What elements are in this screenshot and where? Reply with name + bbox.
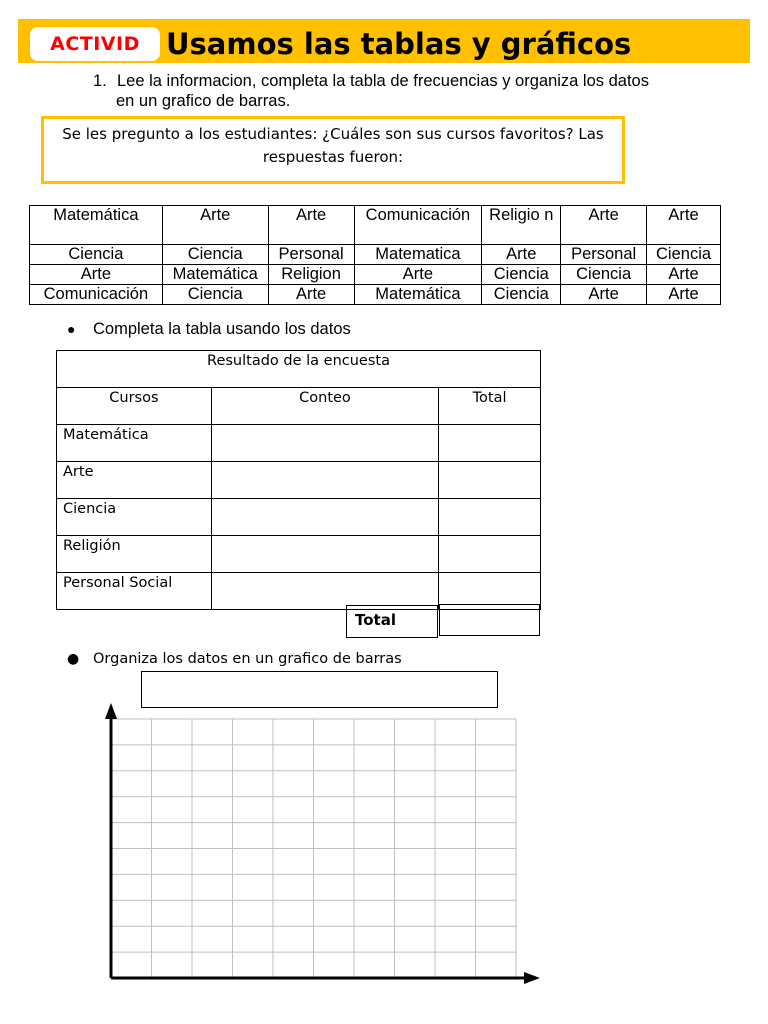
response-cell: Matematica bbox=[354, 245, 482, 265]
conteo-cell[interactable] bbox=[211, 536, 438, 573]
total-cell[interactable] bbox=[439, 425, 541, 462]
course-name: Ciencia bbox=[57, 499, 212, 536]
total-cell[interactable] bbox=[439, 499, 541, 536]
total-value-cell[interactable] bbox=[439, 604, 540, 636]
response-cell: Matemática bbox=[162, 265, 268, 285]
page-title: Usamos las tablas y gráficos bbox=[166, 27, 632, 61]
results-table bbox=[56, 350, 541, 610]
response-cell: Comunicación bbox=[354, 206, 482, 245]
responses-row bbox=[30, 206, 721, 245]
response-cell: Ciencia bbox=[561, 265, 647, 285]
responses-table bbox=[29, 205, 721, 305]
instruction bbox=[93, 71, 743, 111]
response-cell: Arte bbox=[354, 265, 482, 285]
response-cell: Arte bbox=[561, 285, 647, 305]
response-cell: Ciencia bbox=[647, 245, 721, 265]
header-conteo: Conteo bbox=[211, 388, 438, 425]
bullet-dot: ● bbox=[67, 321, 76, 337]
bullet-organize-text: Organiza los datos en un grafico de barras bbox=[93, 651, 402, 667]
response-cell: Ciencia bbox=[482, 265, 561, 285]
responses-row bbox=[30, 265, 721, 285]
response-cell: Ciencia bbox=[162, 245, 268, 265]
course-row bbox=[57, 499, 541, 536]
x-axis-arrow bbox=[524, 972, 540, 984]
bullet-complete bbox=[67, 319, 351, 339]
bullet-dot: ● bbox=[67, 651, 80, 667]
response-cell: Arte bbox=[268, 206, 354, 245]
response-cell: Arte bbox=[647, 206, 721, 245]
response-cell: Arte bbox=[561, 206, 647, 245]
responses-row bbox=[30, 245, 721, 265]
y-axis-arrow bbox=[105, 703, 117, 719]
grid-lines bbox=[111, 719, 516, 978]
course-name: Personal Social bbox=[57, 573, 212, 610]
response-cell: Comunicación bbox=[30, 285, 163, 305]
instruction-line-1: Lee la informacion, completa la tabla de frecuencias y organiza los datos bbox=[117, 72, 649, 90]
results-title: Resultado de la encuesta bbox=[57, 351, 541, 388]
response-cell: Arte bbox=[647, 285, 721, 305]
question-box bbox=[41, 116, 625, 184]
total-label: Total bbox=[346, 605, 438, 638]
response-cell: Matemática bbox=[30, 206, 163, 245]
course-row bbox=[57, 425, 541, 462]
course-name: Arte bbox=[57, 462, 212, 499]
conteo-cell[interactable] bbox=[211, 499, 438, 536]
response-cell: Arte bbox=[482, 245, 561, 265]
conteo-cell[interactable] bbox=[211, 573, 438, 610]
course-row bbox=[57, 536, 541, 573]
response-cell: Ciencia bbox=[30, 245, 163, 265]
response-cell: Arte bbox=[647, 265, 721, 285]
conteo-cell[interactable] bbox=[211, 425, 438, 462]
instruction-number: 1. bbox=[93, 72, 107, 90]
response-cell: Matemática bbox=[354, 285, 482, 305]
response-cell: Religion bbox=[268, 265, 354, 285]
conteo-cell[interactable] bbox=[211, 462, 438, 499]
response-cell: Arte bbox=[268, 285, 354, 305]
bullet-organize bbox=[67, 649, 402, 669]
response-cell: Arte bbox=[162, 206, 268, 245]
response-cell: Ciencia bbox=[162, 285, 268, 305]
header-cursos: Cursos bbox=[57, 388, 212, 425]
response-cell: Religio n bbox=[482, 206, 561, 245]
total-cell[interactable] bbox=[439, 536, 541, 573]
responses-row bbox=[30, 285, 721, 305]
header-total: Total bbox=[439, 388, 541, 425]
question-line-1: Se les pregunto a los estudiantes: ¿Cuáles son sus cursos favoritos? Las bbox=[62, 125, 604, 143]
bullet-complete-text: Completa la tabla usando los datos bbox=[93, 320, 351, 338]
instruction-line-2: en un grafico de barras. bbox=[116, 92, 291, 110]
response-cell: Arte bbox=[30, 265, 163, 285]
question-line-2: respuestas fueron: bbox=[262, 148, 404, 166]
course-row bbox=[57, 462, 541, 499]
course-name: Matemática bbox=[57, 425, 212, 462]
total-cell[interactable] bbox=[439, 462, 541, 499]
course-name: Religión bbox=[57, 536, 212, 573]
bar-graph-grid bbox=[100, 700, 545, 990]
response-cell: Ciencia bbox=[482, 285, 561, 305]
response-cell: Personal bbox=[268, 245, 354, 265]
activity-badge: ACTIVID bbox=[30, 27, 160, 61]
response-cell: Personal bbox=[561, 245, 647, 265]
